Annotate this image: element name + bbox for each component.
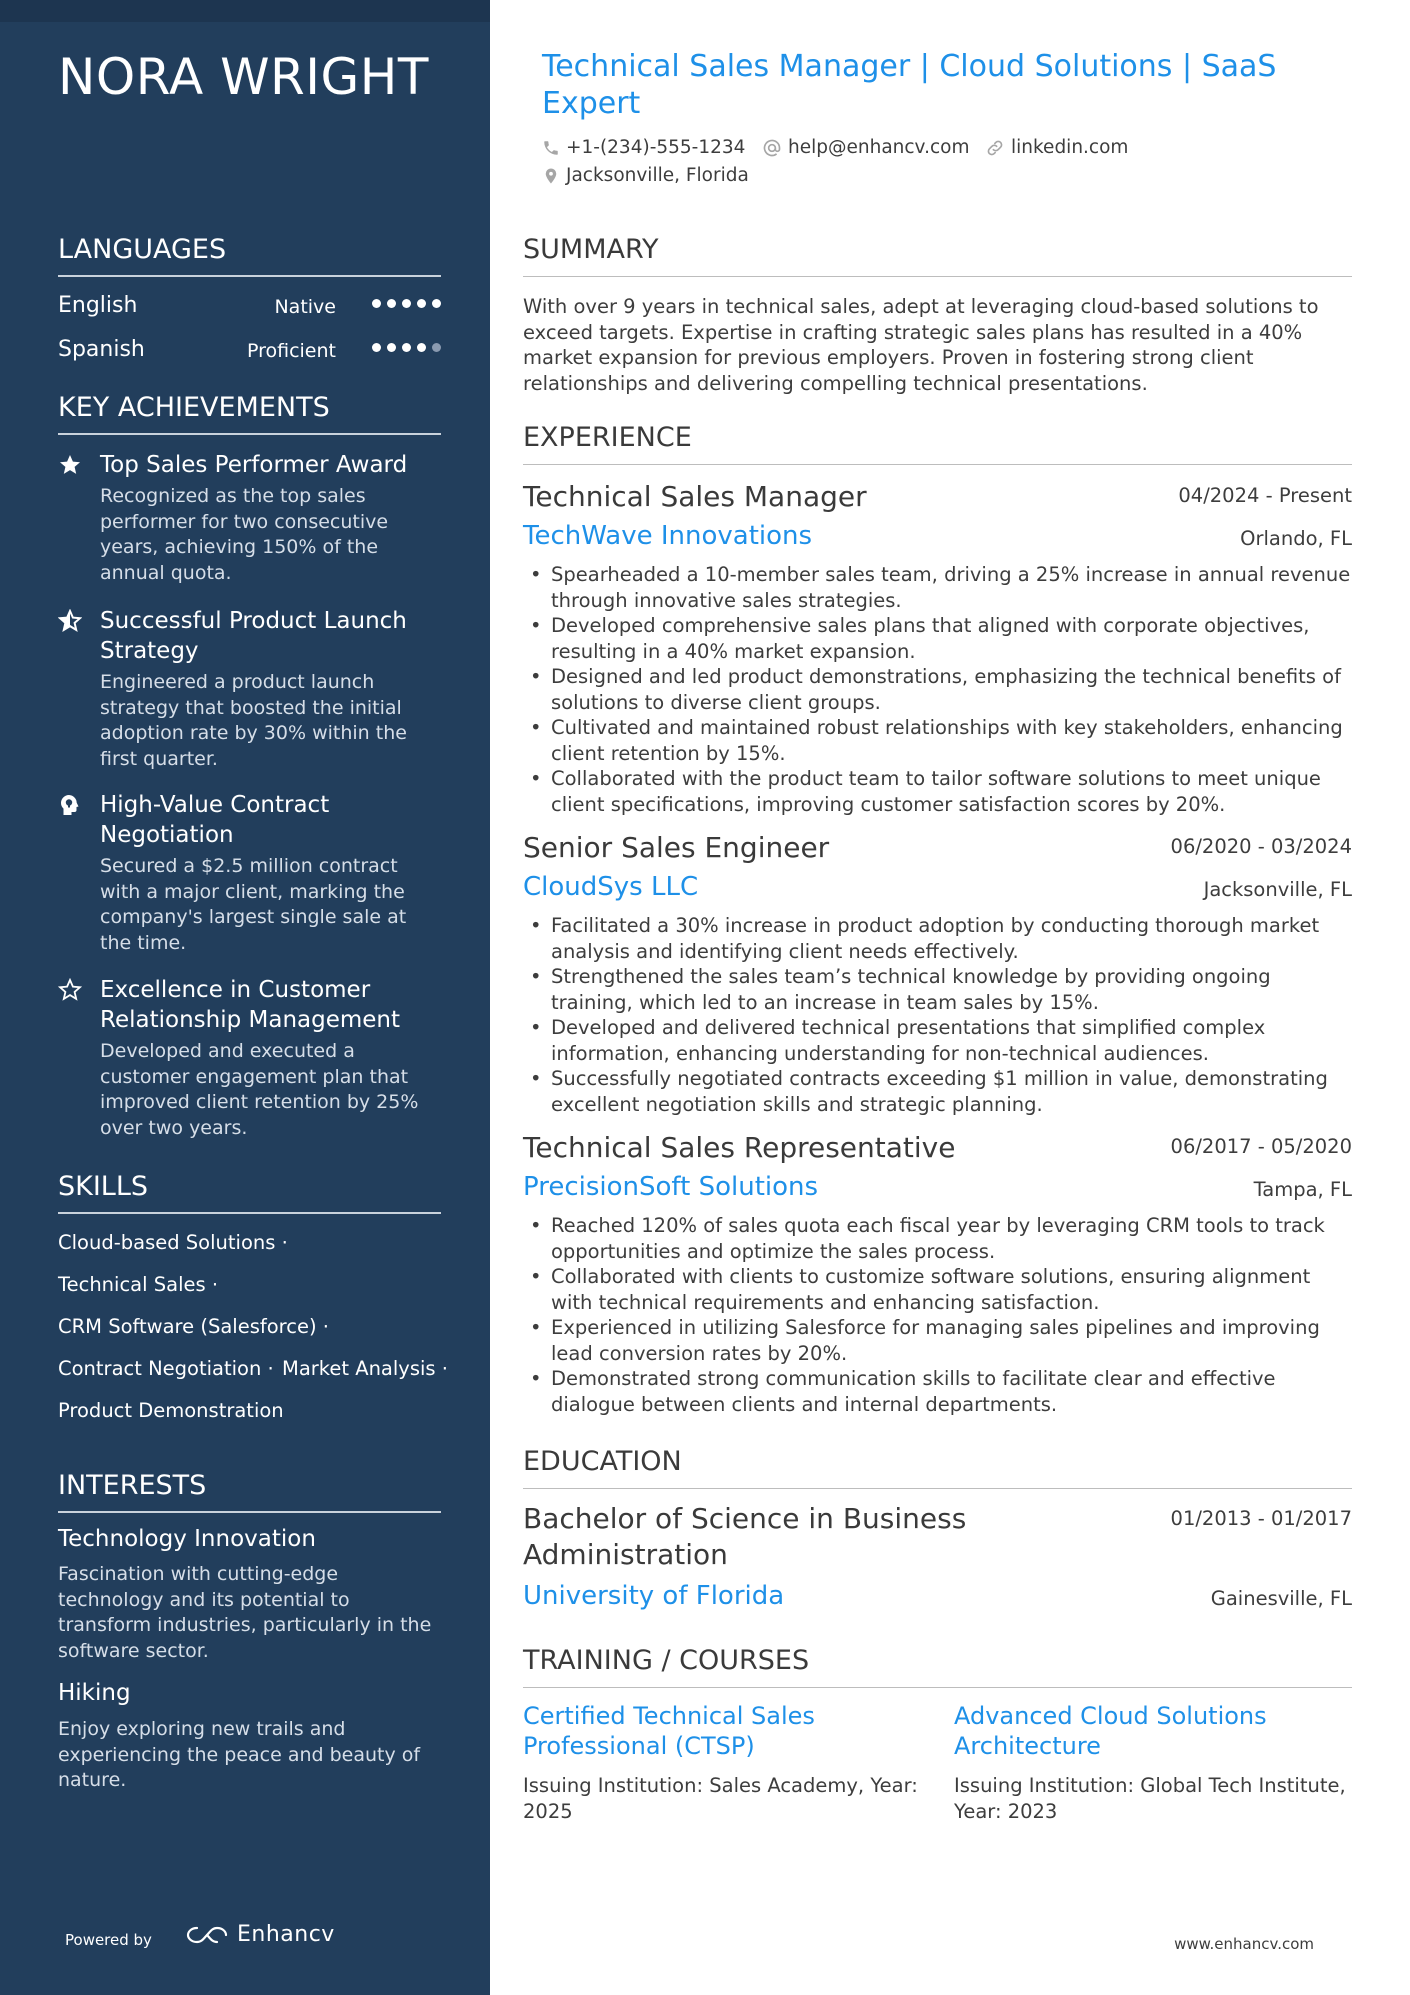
- job-title: Technical Sales Representative: [523, 1131, 956, 1164]
- list-item: • Reached 120% of sales quota each fiscal year by leveraging CRM tools to track opportunities and optimize the sales process.: [523, 1213, 1355, 1264]
- skill-item: Product Demonstration: [58, 1399, 284, 1422]
- course-title: Advanced Cloud Solutions Architecture: [954, 1702, 1267, 1760]
- job-company: TechWave Innovations: [523, 521, 813, 551]
- education-degree: Bachelor of Science in Business Administration: [523, 1502, 967, 1571]
- enhancv-brand-text: Enhancv: [237, 1922, 335, 1947]
- job-location: Tampa, FL: [1253, 1178, 1352, 1201]
- job-title: Technical Sales Manager: [523, 480, 867, 513]
- list-item: • Strengthened the sales team’s technical knowledge by providing ongoing training, which led to an increase in team sales by 15%.: [523, 964, 1355, 1015]
- achievement-desc: Engineered a product launch strategy that boosted the initial adoption rate by 30% within the first quarter.: [100, 671, 407, 770]
- achievement-title: Top Sales Performer Award: [100, 452, 408, 478]
- contact-linkedin[interactable]: [985, 137, 1128, 158]
- skill-item: Contract Negotiation ·: [58, 1357, 274, 1380]
- enhancv-logo-icon: [185, 1924, 229, 1946]
- achievement-item: [58, 606, 443, 772]
- summary-heading: SUMMARY: [523, 234, 1352, 277]
- language-name: Spanish: [58, 337, 145, 362]
- education-location: Gainesville, FL: [1210, 1587, 1352, 1610]
- achievement-item: [58, 450, 443, 586]
- job-dates: 06/2020 - 03/2024: [1170, 835, 1352, 858]
- job-bullets: [523, 562, 1355, 817]
- at-icon: [762, 138, 782, 158]
- skill-item: CRM Software (Salesforce) ·: [58, 1315, 329, 1338]
- sidebar: [0, 0, 490, 1995]
- contact-location: [542, 165, 749, 186]
- job-dates: 06/2017 - 05/2020: [1170, 1135, 1352, 1158]
- star-icon: [58, 453, 82, 477]
- list-item: • Developed and delivered technical presentations that simplified complex information, enhancing understanding for non-technical audiences.: [523, 1015, 1355, 1066]
- achievement-item: [58, 975, 443, 1141]
- achievement-desc: Recognized as the top sales performer for two consecutive years, achieving 150% of the annual quota.: [100, 485, 389, 584]
- training-heading: TRAINING / COURSES: [523, 1645, 1352, 1688]
- contact-email[interactable]: [762, 137, 969, 158]
- language-level: Proficient: [246, 340, 336, 362]
- course-desc: Issuing Institution: Sales Academy, Year: 2025: [523, 1774, 918, 1823]
- list-item: • Collaborated with clients to customize software solutions, ensuring alignment with technical requirements and enhancing satisfaction.: [523, 1264, 1355, 1315]
- headline: Technical Sales Manager | Cloud Solutions | SaaS Expert: [542, 49, 1277, 121]
- course-title: Certified Technical Sales Professional (CTSP): [523, 1702, 815, 1760]
- footer-url[interactable]: www.enhancv.com: [1174, 1935, 1314, 1953]
- list-item: • Collaborated with the product team to tailor software solutions to meet unique client specifications, improving customer satisfaction scores by 20%.: [523, 766, 1355, 817]
- star-half-icon: [58, 609, 82, 633]
- job-company: PrecisionSoft Solutions: [523, 1172, 819, 1202]
- job-title: Senior Sales Engineer: [523, 831, 830, 864]
- location-text: Jacksonville, Florida: [566, 165, 749, 186]
- achievement-title: Excellence in Customer Relationship Management: [100, 977, 401, 1033]
- language-rating: [372, 299, 441, 308]
- list-item: • Facilitated a 30% increase in product adoption by conducting thorough market analysis and identifying client needs effectively.: [523, 913, 1355, 964]
- job-bullets: [523, 913, 1355, 1117]
- linkedin-text: linkedin.com: [1011, 137, 1129, 158]
- email-text: help@enhancv.com: [788, 137, 970, 158]
- list-item: • Spearheaded a 10-member sales team, driving a 25% increase in annual revenue through innovative sales strategies.: [523, 562, 1355, 613]
- job-bullets: [523, 1213, 1355, 1417]
- list-item: • Experienced in utilizing Salesforce for managing sales pipelines and improving lead conversion rates by 20%.: [523, 1315, 1355, 1366]
- skill-item: Cloud-based Solutions ·: [58, 1231, 288, 1254]
- achievement-desc: Secured a $2.5 million contract with a major client, marking the company's largest single sale at the time.: [100, 855, 407, 954]
- achievements-heading: KEY ACHIEVEMENTS: [58, 392, 441, 435]
- list-item: • Successfully negotiated contracts exceeding $1 million in value, demonstrating excellent negotiation skills and strategic planning.: [523, 1066, 1355, 1117]
- list-item: • Demonstrated strong communication skills to facilitate clear and effective dialogue between clients and internal departments.: [523, 1366, 1355, 1417]
- contact-phone[interactable]: [542, 137, 745, 158]
- achievement-desc: Developed and executed a customer engagement plan that improved client retention by 25% over two years.: [100, 1040, 419, 1139]
- job-dates: 04/2024 - Present: [1178, 484, 1352, 507]
- candidate-name: NORA WRIGHT: [58, 48, 429, 106]
- job-location: Orlando, FL: [1240, 527, 1352, 550]
- interests-heading: INTERESTS: [58, 1470, 441, 1513]
- link-icon: [985, 138, 1005, 158]
- list-item: • Developed comprehensive sales plans that aligned with corporate objectives, resulting in a 40% market expansion.: [523, 613, 1355, 664]
- enhancv-logo[interactable]: [185, 1922, 335, 1947]
- skills-heading: SKILLS: [58, 1171, 441, 1214]
- achievement-item: [58, 790, 443, 956]
- language-row: [58, 293, 441, 325]
- language-name: English: [58, 293, 138, 318]
- phone-text: +1-(234)-555-1234: [566, 137, 746, 158]
- education-heading: EDUCATION: [523, 1446, 1352, 1489]
- skill-item: Technical Sales ·: [58, 1273, 219, 1296]
- powered-by-label: Powered by: [65, 1931, 152, 1949]
- phone-icon: [542, 139, 560, 157]
- job-company: CloudSys LLC: [523, 872, 699, 902]
- list-item: • Designed and led product demonstrations, emphasizing the technical benefits of solutions to diverse client groups.: [523, 664, 1355, 715]
- job-location: Jacksonville, FL: [1203, 878, 1352, 901]
- interest-title: Hiking: [58, 1680, 131, 1706]
- head-lightbulb-icon: [58, 793, 82, 817]
- interest-desc: Enjoy exploring new trails and experiencing the peace and beauty of nature.: [58, 1718, 421, 1791]
- language-level: Native: [274, 296, 336, 318]
- languages-heading: LANGUAGES: [58, 234, 441, 277]
- sidebar-top-band: [0, 0, 490, 22]
- skill-item: Market Analysis ·: [282, 1357, 448, 1380]
- education-school: University of Florida: [523, 1581, 785, 1611]
- location-pin-icon: [542, 166, 560, 186]
- course-desc: Issuing Institution: Global Tech Institute, Year: 2023: [954, 1774, 1346, 1823]
- education-dates: 01/2013 - 01/2017: [1170, 1507, 1352, 1530]
- achievement-title: High-Value Contract Negotiation: [100, 792, 330, 848]
- interest-title: Technology Innovation: [58, 1526, 316, 1552]
- language-rating: [372, 343, 441, 352]
- star-outline-icon: [58, 978, 82, 1002]
- list-item: • Cultivated and maintained robust relationships with key stakeholders, enhancing client retention by 15%.: [523, 715, 1355, 766]
- summary-text: With over 9 years in technical sales, adept at leveraging cloud-based solutions to exceed targets. Expertise in crafting strategic sales plans has resulted in a 40% market expansion for previous employers. Proven in fostering strong client relationships and delivering compelling technical presentations.: [523, 295, 1319, 395]
- interest-desc: Fascination with cutting-edge technology and its potential to transform industries, particularly in the software sector.: [58, 1563, 432, 1662]
- achievement-title: Successful Product Launch Strategy: [100, 608, 407, 664]
- language-row: [58, 337, 441, 369]
- experience-heading: EXPERIENCE: [523, 422, 1352, 465]
